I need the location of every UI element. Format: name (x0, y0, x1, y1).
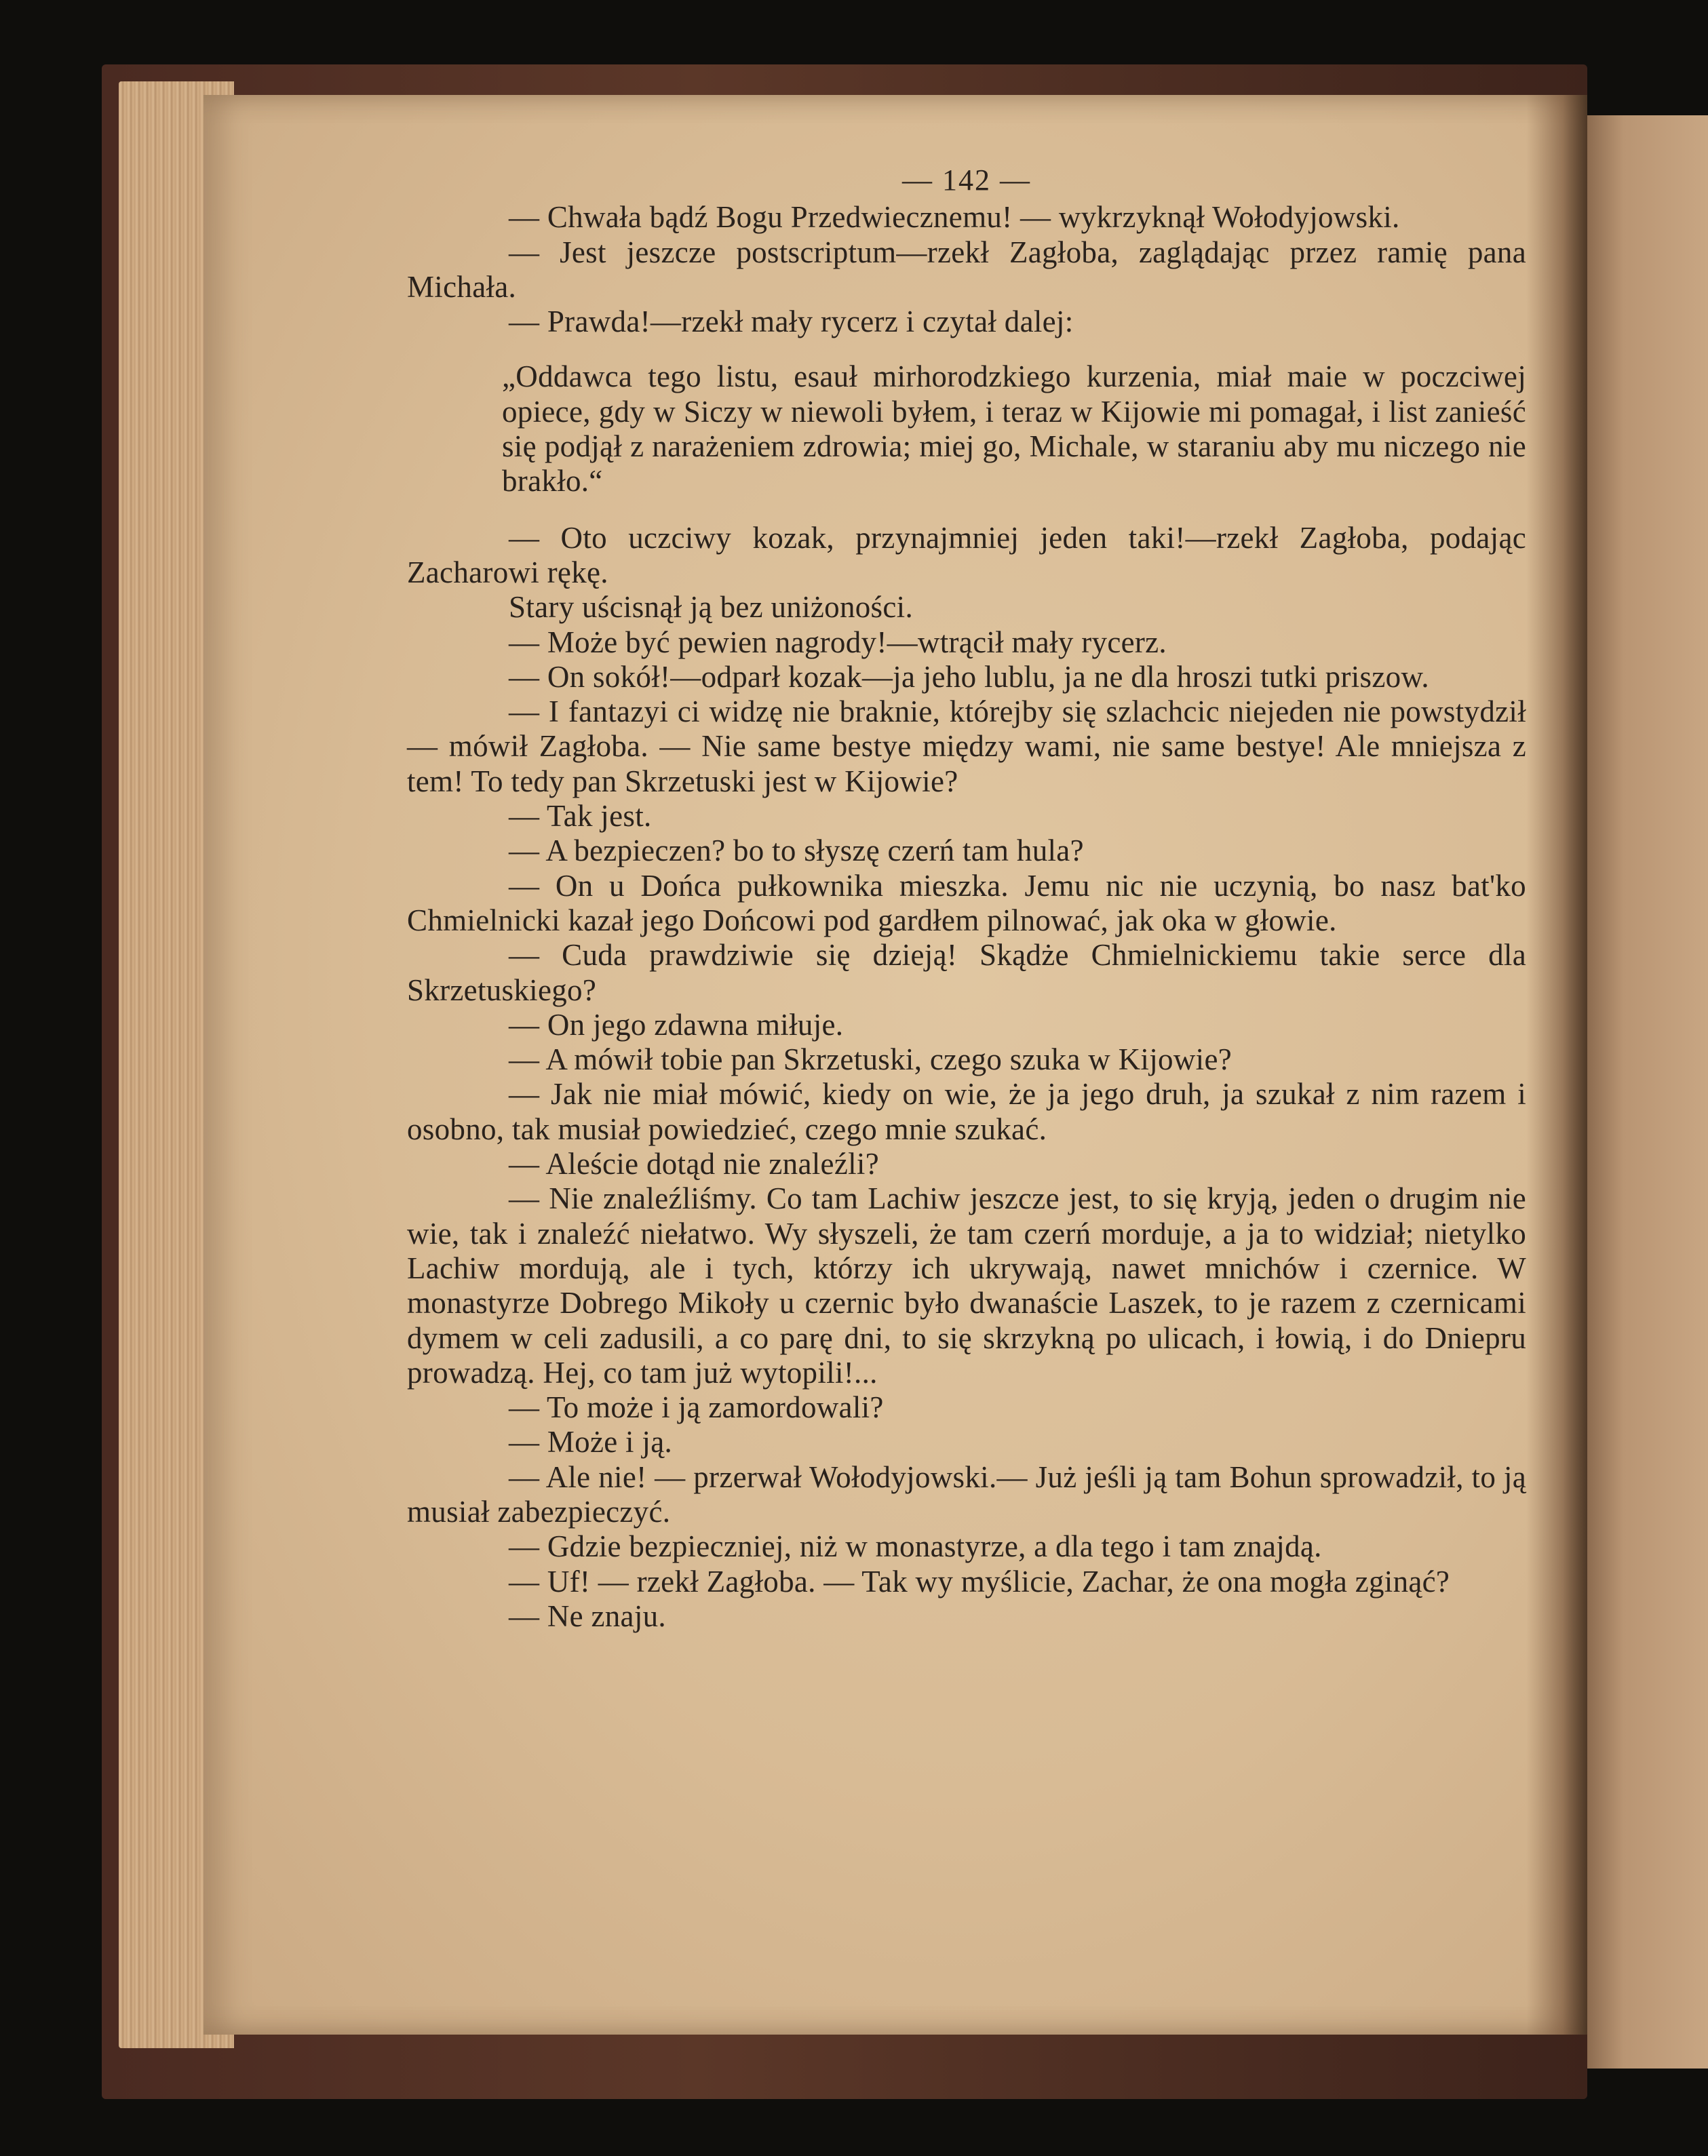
dialogue-line: — Uf! — rzekł Zagłoba. — Tak wy myślicie, Zachar, że ona mogła zginąć? (509, 1564, 1450, 1599)
dialogue-line: — A bezpieczen? bo to słyszę czerń tam hula? (509, 834, 1084, 868)
page-gutter-shadow (1526, 95, 1587, 2035)
dialogue-line: — Cuda prawdziwie się dzieją! Skądże Chmielnickiemu takie serce dla Skrzetuskiego? (407, 938, 1526, 1007)
dialogue-line: — Tak jest. (509, 799, 652, 834)
dialogue-line: — On jego zdawna miłuje. (509, 1007, 844, 1042)
dialogue-line: — On sokół!—odparł kozak—ja jeho lublu, ja ne dla hroszi tutki priszow. (509, 659, 1429, 694)
dialogue-line: — A mówił tobie pan Skrzetuski, czego szuka w Kijowie? (509, 1042, 1232, 1077)
paragraph: — Prawda!—rzekł mały rycerz i czytał dalej: (509, 305, 1074, 339)
page-text (407, 163, 1526, 1634)
dialogue-line: — To może i ją zamordowali? (509, 1390, 884, 1425)
facing-page-sliver (1587, 115, 1708, 2069)
dialogue-line: — I fantazyi ci widzę nie braknie, którejby się szlachcic niejeden nie powstydził — mówił Zagłoba. — Nie same bestye między wami, nie same bestye! Ale mniejsza z tem! To tedy pan Skrzetuski jest w Kijowie? (407, 694, 1526, 798)
page-number: — 142 — (902, 163, 1031, 197)
dialogue-line: — Może i ją. (509, 1425, 673, 1459)
paragraph: — Chwała bądź Bogu Przedwiecznemu! — wykrzyknął Wołodyjowski. (509, 200, 1400, 235)
dialogue-line: — Gdzie bezpieczniej, niż w monastyrze, a dla tego i tam znajdą. (509, 1529, 1322, 1564)
dialogue-line: — Nie znaleźliśmy. Co tam Lachiw jeszcze jest, to się kryją, jeden o drugim nie wie, tak i znaleźć niełatwo. Wy słyszeli, że tam czerń morduje, a ja to widział; nietylko Lachiw mordują, ale i tych, którzy ich ukrywają, nawet mnichów i czernice. W monastyrze Dobrego Mikoły u czernic było dwanaście Laszek, to je razem z czernicami dymem w celi zadusili, a co parę dni, to się skrzykną po ulicach, i łowią, i do Dniepru prowadzą. Hej, co tam już wytopili!... (407, 1181, 1526, 1390)
dialogue-line: — Może być pewien nagrody!—wtrącił mały rycerz. (509, 625, 1167, 659)
dialogue-line: — Jak nie miał mówić, kiedy on wie, że ja jego druh, ja szukał z nim razem i osobno, tak musiał powiedzieć, czego mnie szukać. (407, 1077, 1526, 1146)
dialogue-line: — On u Dońca pułkownika mieszka. Jemu nic nie uczynią, bo nasz bat'ko Chmielnicki kazał jego Dońcowi pod gardłem pilnować, jak oka w głowie. (407, 868, 1526, 937)
dialogue-line: — Ne znaju. (509, 1599, 666, 1633)
dialogue-line: — Ale nie! — przerwał Wołodyjowski.— Już jeśli ją tam Bohun sprowadził, to ją musiał zabezpieczyć. (407, 1459, 1526, 1529)
paragraph: — Jest jeszcze postscriptum—rzekł Zagłoba, zaglądając przez ramię pana Michała. (407, 235, 1526, 304)
dialogue-line: Stary uścisnął ją bez uniżoności. (509, 590, 913, 625)
dialogue-line: — Aleście dotąd nie znaleźli? (509, 1147, 879, 1181)
dialogue-line: — Oto uczciwy kozak, przynajmniej jeden taki!—rzekł Zagłoba, podając Zacharowi rękę. (407, 520, 1526, 589)
quoted-letter: „Oddawca tego listu, esauł mirhorodzkiego kurzenia, miał maie w poczciwej opiece, gdy w Siczy w niewoli byłem, i teraz w Kijowie mi pomagał, i list zanieść się podjął z narażeniem zdrowia; miej go, Michale, w staraniu aby mu niczego nie brakło.“ (502, 359, 1526, 498)
